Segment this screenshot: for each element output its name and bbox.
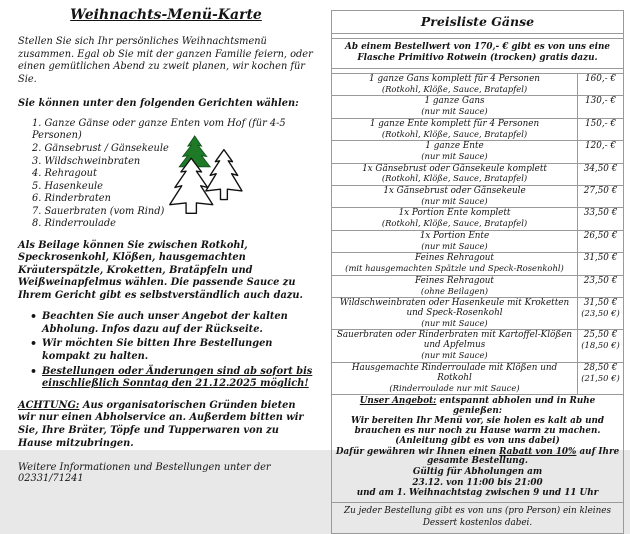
notes-list bbox=[30, 311, 314, 390]
offer-label: Unser Angebot: bbox=[359, 396, 437, 407]
item-name: 1x Portion Ente komplett bbox=[398, 208, 511, 219]
table-row bbox=[332, 330, 624, 362]
table-row bbox=[332, 96, 624, 118]
offer-valid-heading: Gültig für Abholungen am bbox=[412, 466, 543, 477]
offer-label-rest: entspannt abholen und in Ruhe genießen: bbox=[436, 396, 596, 416]
attention-label: ACHTUNG: bbox=[18, 399, 80, 411]
item-detail: (Rinderroulade nur mit Sauce) bbox=[389, 382, 520, 393]
price-list-title: Preisliste Gänse bbox=[332, 11, 624, 34]
offer-block bbox=[332, 395, 624, 503]
discount-highlight: Rabatt von 10% bbox=[499, 446, 577, 457]
dessert-note: Zu jeder Bestellung gibt es von uns (pro Person) ein kleines Dessert kostenlos dabei. bbox=[332, 502, 624, 533]
item-price: 25,50 € bbox=[583, 330, 618, 341]
discount-pre: Dafür gewähren wir Ihnen einen bbox=[335, 446, 500, 457]
discount-post: auf Ihre gesamte Bestellung. bbox=[427, 446, 620, 467]
dish-item: 5. Hasenkeule bbox=[32, 180, 103, 192]
item-detail: (Rotkohl, Klöße, Sauce, Bratapfel) bbox=[381, 83, 528, 94]
table-row bbox=[332, 163, 624, 185]
item-name: 1 ganze Ente komplett für 4 Personen bbox=[369, 118, 540, 129]
item-detail: (nur mit Sauce) bbox=[421, 106, 488, 117]
item-name: Hausgemachte Rinderroulade mit Klößen und Rotkohl bbox=[351, 362, 558, 383]
item-detail: (nur mit Sauce) bbox=[421, 317, 488, 328]
table-row bbox=[332, 362, 624, 394]
item-price-alt: (18,50 €) bbox=[581, 340, 620, 351]
dish-item: 8. Rinderroulade bbox=[32, 218, 116, 230]
dessert-note-row bbox=[332, 502, 624, 533]
item-name: Sauerbraten oder Rinderbraten mit Kartoffel-Klößen und Apfelmus bbox=[336, 330, 573, 351]
note-item-deadline bbox=[30, 366, 314, 391]
dish-item: 4. Rehragout bbox=[32, 168, 97, 180]
item-detail: (Rotkohl, Klöße, Sauce, Bratapfel) bbox=[381, 128, 528, 139]
dish-item: 7. Sauerbraten (vom Rind) bbox=[32, 205, 165, 217]
item-price: 23,50 € bbox=[583, 275, 618, 286]
item-price: 26,50 € bbox=[583, 230, 618, 241]
offer-valid-extra: und am 1. Weihnachtstag zwischen 9 und 11 Uhr bbox=[356, 488, 599, 499]
contact-line: Weitere Informationen und Bestellungen unter der 02331/71241 bbox=[18, 461, 271, 484]
price-list-page bbox=[331, 10, 623, 534]
table-row bbox=[332, 298, 624, 330]
item-price-alt: (23,50 €) bbox=[581, 308, 620, 318]
item-detail: (Rotkohl, Klöße, Sauce, Bratapfel) bbox=[381, 218, 528, 229]
item-name: 1x Gänsebrust oder Gänsekeule komplett bbox=[362, 163, 547, 174]
item-price: 33,50 € bbox=[583, 208, 618, 219]
choose-heading: Sie können unter den folgenden Gerichten wählen: bbox=[18, 97, 299, 109]
offer-discount-line bbox=[335, 448, 620, 467]
item-name: 1x Portion Ente bbox=[419, 230, 490, 241]
item-price: 28,50 € bbox=[583, 362, 618, 373]
table-row bbox=[332, 185, 624, 207]
table-row bbox=[332, 141, 624, 163]
item-price: 27,50 € bbox=[583, 185, 618, 196]
item-detail: (nur mit Sauce) bbox=[421, 240, 488, 251]
price-table bbox=[331, 10, 624, 534]
item-price: 31,50 € bbox=[583, 253, 618, 264]
item-name: Wildschweinbraten oder Hasenkeule mit Kroketten und Speck-Rosenkohl bbox=[339, 298, 570, 318]
sides-paragraph: Als Beilage können Sie zwischen Rotkohl, Speckrosenkohl, Klößen, hausgemachten Kräuterspätzle, Kroketten, Bratäpfeln und Weißweinapfelmus wählen. Die passende Sauce zu Ihrem Gericht gibt es selbstverständlich auch dazu. bbox=[18, 239, 303, 301]
offer-body: Wir bereiten Ihr Menü vor, sie holen es kalt ab und brauchen es nur noch zu Hause warm zu machen. (Anleitung gibt es von uns dabei) bbox=[350, 416, 605, 446]
item-name: 1 ganze Gans bbox=[424, 96, 485, 107]
item-detail: (mit hausgemachten Spätzle und Speck-Rosenkohl) bbox=[345, 263, 564, 274]
item-price: 34,50 € bbox=[583, 163, 618, 174]
item-detail: (ohne Beilagen) bbox=[420, 285, 489, 296]
item-price: 130,- € bbox=[585, 96, 616, 107]
table-row bbox=[332, 253, 624, 275]
page-title: Weihnachts-Menü-Karte bbox=[70, 7, 262, 23]
dish-item: 6. Rinderbraten bbox=[32, 193, 111, 205]
table-row bbox=[332, 208, 624, 230]
offer-valid-date: 23.12. von 11:00 bis 21:00 bbox=[412, 477, 543, 488]
item-name: 1 ganze Ente bbox=[425, 141, 484, 152]
item-detail: (nur mit Sauce) bbox=[421, 151, 488, 162]
attention-text: Aus organisatorischen Gründen bieten wir nur einen Abholservice an. Außerdem bitten wir Sie, Ihre Bräter, Töpfe und Tupperwaren von zu Hause mitzubringen. bbox=[18, 399, 304, 449]
item-price-alt: (21,50 €) bbox=[581, 372, 620, 383]
item-detail: (Rotkohl, Klöße, Sauce, Bratapfel) bbox=[381, 173, 528, 184]
note-text: Beachten Sie auch unser Angebot der kalten Abholung. Infos dazu auf der Rückseite. bbox=[42, 311, 288, 335]
item-name: 1 ganze Gans komplett für 4 Personen bbox=[369, 73, 540, 84]
item-name: Feines Rehragout bbox=[415, 253, 494, 264]
attention-paragraph bbox=[18, 400, 314, 451]
item-price: 160,- € bbox=[585, 73, 616, 84]
note-text: Bestellungen oder Änderungen sind ab sofort bis einschließlich Sonntag den 21.12.2025 möglich! bbox=[42, 365, 313, 390]
intro-paragraph: Stellen Sie sich Ihr persönliches Weihnachtsmenü zusammen. Egal ob Sie mit der ganzen Familie feiern, oder einen gemütlichen Abend zu zweit planen, wir kochen für Sie. bbox=[18, 36, 313, 86]
dish-item: 1. Ganze Gänse oder ganze Enten vom Hof (für 4-5 Personen) bbox=[32, 117, 286, 142]
note-item bbox=[30, 311, 314, 336]
offer-heading bbox=[335, 397, 620, 416]
christmas-tree-icon bbox=[162, 133, 248, 217]
note-text: Wir möchten Sie bitten Ihre Bestellungen kompakt zu halten. bbox=[42, 338, 273, 362]
item-price: 120,- € bbox=[585, 141, 616, 152]
item-detail: (nur mit Sauce) bbox=[421, 195, 488, 206]
table-row bbox=[332, 73, 624, 95]
table-row bbox=[332, 275, 624, 297]
item-price: 31,50 € bbox=[583, 298, 618, 309]
dish-item: 2. Gänsebrust / Gänsekeule bbox=[32, 143, 169, 154]
item-price: 150,- € bbox=[585, 118, 616, 129]
menu-page bbox=[18, 5, 314, 484]
item-name: 1x Gänsebrust oder Gänsekeule bbox=[383, 185, 526, 196]
item-name: Feines Rehragout bbox=[415, 275, 494, 286]
item-detail: (nur mit Sauce) bbox=[421, 350, 488, 361]
table-row bbox=[332, 230, 624, 252]
note-item bbox=[30, 338, 314, 363]
table-row bbox=[332, 118, 624, 140]
promo-note: Ab einem Bestellwert von 170,- € gibt es von uns eine Flasche Primitivo Rotwein (trocken) gratis dazu. bbox=[332, 39, 624, 69]
dish-item: 3. Wildschweinbraten bbox=[32, 155, 141, 167]
